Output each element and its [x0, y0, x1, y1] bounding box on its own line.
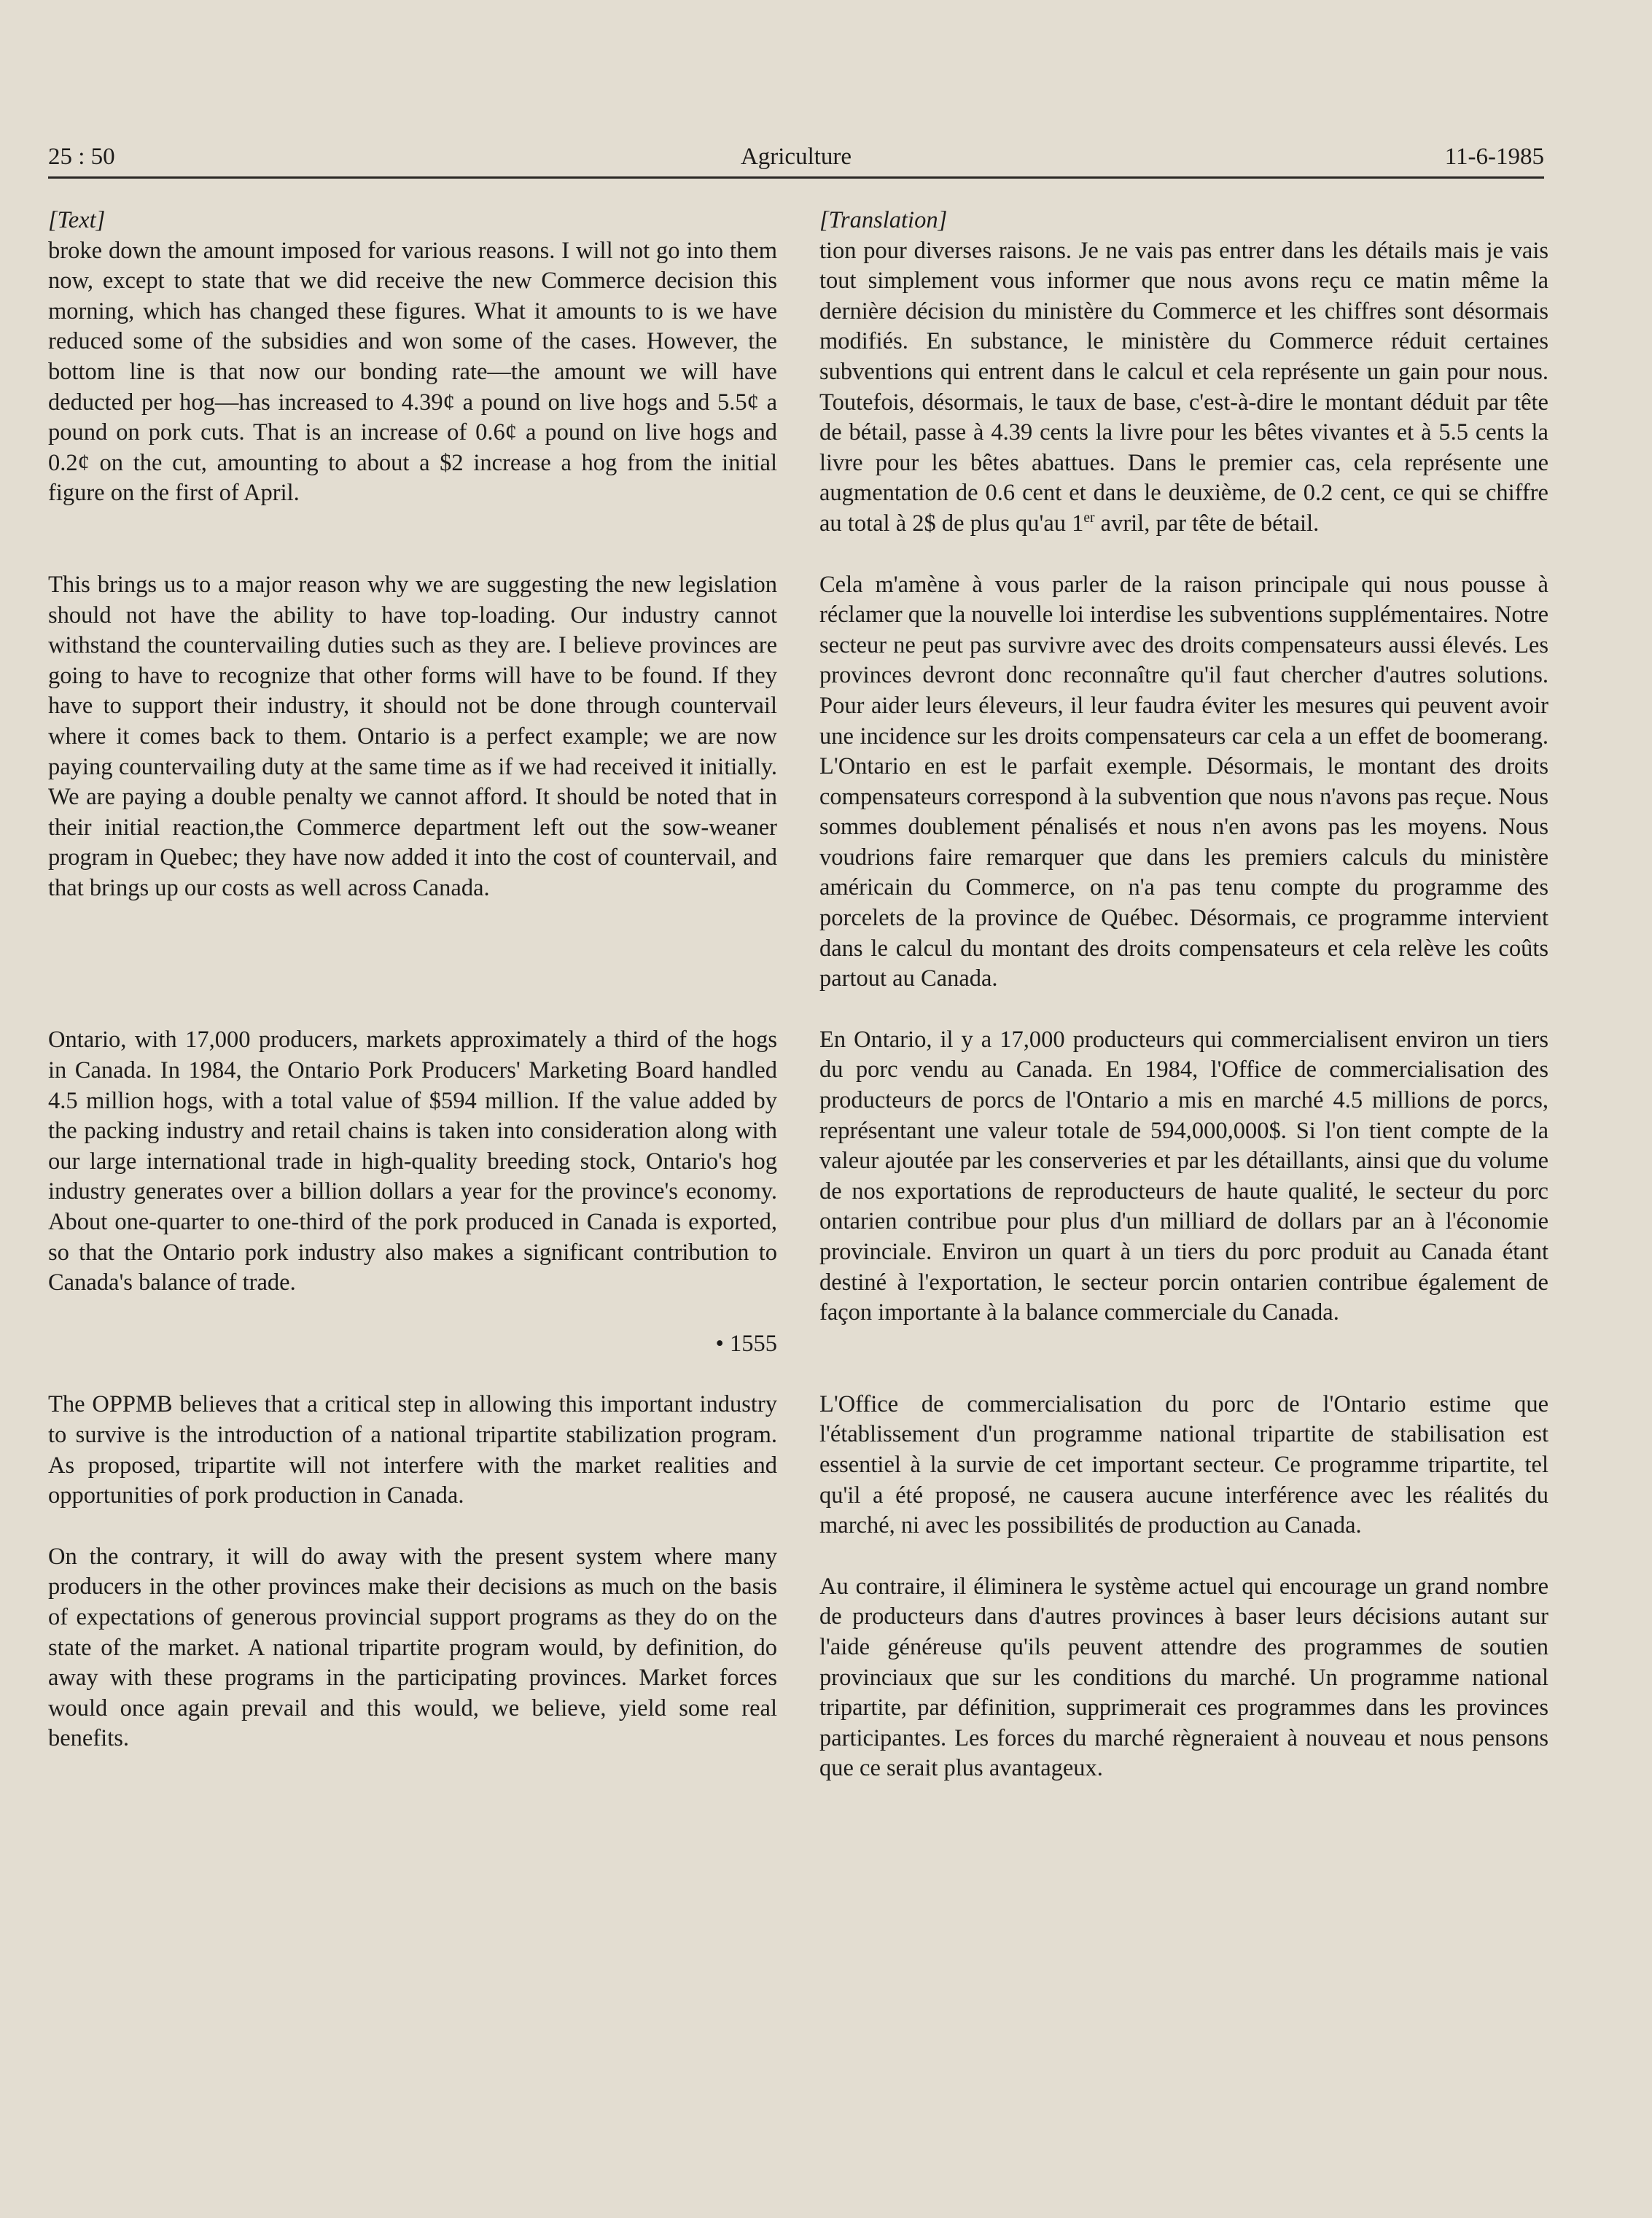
- english-column: [48, 206, 777, 1754]
- paragraph: On the contrary, it will do away with the present system where many producers in the other provinces make their decisions as much on the basis of expectations of generous provincial support programs as they do on the state of the market. A national tripartite program would, by definition, do away with these programs in the participating provinces. Market forces would once again prevail and this would, we believe, yield some real benefits.: [48, 1543, 777, 1752]
- superscript: er: [1083, 510, 1095, 526]
- column-label-translation: [Translation]: [819, 207, 948, 233]
- page-header: [48, 131, 1544, 179]
- paragraph: Ontario, with 17,000 producers, markets approximately a third of the hogs in Canada. In 1984, the Ontario Pork Producers' Marketing Board handled 4.5 million hogs, with a total value of $594 million. If the value added by the packing industry and retail chains is taken into consideration along with our large international trade in high-quality breeding stock, Ontario's hog industry generates over a billion dollars a year for the province's economy. About one-quarter to one-third of the pork produced in Canada is exported, so that the Ontario pork industry also makes a significant contribution to Canada's balance of trade.: [48, 1027, 777, 1296]
- paragraph: This brings us to a major reason why we are suggesting the new legislation should not have the ability to have top-loading. Our industry cannot withstand the countervailing duties such as they are. I believe provinces are going to have to recognize that other forms will have to be found. If they have to support their industry, it should not be done through countervail where it comes back to them. Ontario is a perfect example; we are now paying countervailing duty at the same time as if we had received it initially. We are paying a double penalty we cannot afford. It should be noted that in their initial reaction,the Commerce department left out the sow-weaner program in Quebec; they have now added it into the cost of countervail, and that brings up our costs as well across Canada.: [48, 571, 777, 901]
- paragraph: L'Office de commercialisation du porc de l'Ontario estime que l'établissement d'un programme national tripartite de stabilisation est essentiel à la survie de cet important secteur. Ce programme tripartite, tel qu'il a été proposé, ne causera aucune interférence avec les réalités du marché, ni avec les possibilités de production au Canada.: [819, 1390, 1548, 1539]
- paragraph: Cela m'amène à vous parler de la raison principale qui nous pousse à réclamer que la nouvelle loi interdise les subventions supplémentaires. Notre secteur ne peut pas survivre avec des droits compensateurs aussi élevés. Les provinces devront donc reconnaître qu'il faut chercher d'autres solutions. Pour aider leurs éleveurs, il leur faudra éviter les mesures qui peuvent avoir une incidence sur les droits compensateurs car cela a un effet de boomerang. L'Ontario en est le parfait exemple. Désormais, le montant des droits compensateurs correspond à la subvention que nous n'avons pas reçue. Nous sommes doublement pénalisés et nous n'en avons pas les moyens. Nous voudrions faire remarquer que dans les premiers calculs du ministère américain du Commerce, on n'a pas tenu compte du programme des porcelets de la province de Québec. Désormais, ce programme intervient dans le calcul du montant des droits compensateurs et cela relève les coûts partout au Canada.: [819, 571, 1548, 992]
- page-date: 11-6-1985: [1444, 144, 1544, 170]
- paragraph: The OPPMB believes that a critical step in allowing this important industry to survive is the introduction of a national tripartite stabilization program. As proposed, tripartite will not interfere with the market realities and opportunities of pork production in Canada.: [48, 1391, 777, 1509]
- paragraph: Au contraire, il éliminera le système actuel qui encourage un grand nombre de producteurs dans d'autres provinces à baser leurs décisions autant sur l'aide généreuse qu'ils peuvent attendre des programmes de soutien provinciaux que sur les conditions du marché. Un programme national tripartite, par définition, supprimerait ces programmes dans les provinces participantes. Les forces du marché règneraient à nouveau et nous pensons que ce serait plus avantageux.: [819, 1573, 1548, 1782]
- column-label-text: [Text]: [48, 207, 106, 233]
- paragraph: En Ontario, il y a 17,000 producteurs qui commercialisent environ un tiers du porc vendu au Canada. En 1984, l'Office de commercialisation des producteurs de porcs de l'Ontario a mis en marché 4.5 millions de porcs, représentant une valeur totale de 594,000,000$. Si l'on tient compte de la valeur ajoutée par les conserveries et par les détaillants, ainsi que du volume de nos exportations de reproducteurs de haute qualité, le secteur du porc ontarien contribue pour plus d'un milliard de dollars par an à l'économie provinciale. Environ un quart à un tiers du porc produit au Canada étant destiné à l'exportation, le secteur porcin ontarien contribue également de façon importante à la balance commerciale du Canada.: [819, 1026, 1548, 1326]
- paragraph: broke down the amount imposed for various reasons. I will not go into them now, except to state that we did receive the new Commerce decision this morning, which has changed these figures. What it amounts to is we have reduced some of the subsidies and won some of the cases. However, the bottom line is that now our bonding rate—the amount we will have deducted per hog—has increased to 4.39¢ a pound on live hogs and 5.5¢ a pound on pork cuts. That is an increase of 0.6¢ a pound on live hogs and 0.2¢ on the cut, amounting to about a $2 increase a hog from the initial figure on the first of April.: [48, 237, 777, 507]
- page-reference: 25 : 50: [48, 144, 115, 170]
- french-column: [819, 206, 1548, 1784]
- page-title: Agriculture: [740, 144, 852, 170]
- time-marker: • 1555: [715, 1330, 777, 1357]
- paragraph: tion pour diverses raisons. Je ne vais pas entrer dans les détails mais je vais tout simplement vous informer que nous avons reçu ce matin même la dernière décision du ministère du Commerce et les chiffres sont désormais modifiés. En substance, le ministère du Commerce réduit certaines subventions qui entrent dans le calcul et cela représente un gain pour nous. Toutefois, désormais, le taux de base, c'est-à-dire le montant déduit par tête de bétail, passe à 4.39 cents la livre pour les bêtes vivantes et à 5.5 cents la livre pour les bêtes abattues. Dans le premier cas, cela représente une augmentation de 0.6 cent et dans le deuxième, de 0.2 cent, ce qui se chiffre au total à 2$ de plus qu'au 1er avril, par tête de bétail.: [819, 237, 1548, 537]
